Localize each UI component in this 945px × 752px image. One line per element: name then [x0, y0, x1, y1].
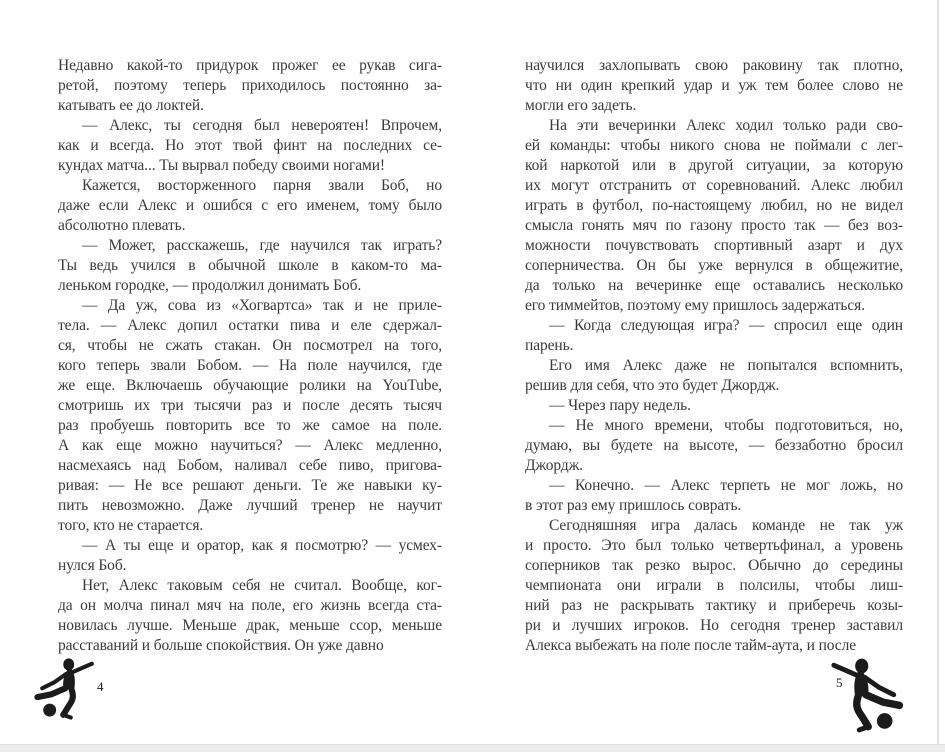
text-line: А как еще можно научиться? — Алекс медленно, [58, 437, 442, 454]
text-line: — А ты еще и оратор, как я посмотрю? — усмех- [82, 537, 442, 554]
text-line: Ты ведь учился в обычной школе в каком-то ма- [58, 257, 442, 274]
text-line: как и всегда. Но этот твой финт на последних се- [58, 137, 442, 154]
text-line: — Когда следующая игра? — спросил еще один [549, 317, 903, 334]
text-line: ний раз не раскрывать тактику и приберечь козы- [525, 597, 903, 614]
text-line: ся, чтобы не сжать стакан. Он посмотрел на того, [58, 337, 442, 354]
text-line: — Не много времени, чтобы подготовиться, но, [549, 417, 903, 434]
text-line: решив для себя, что это будет Джордж. [525, 377, 780, 394]
text-line: тела. — Алекс допил остатки пива и еле сдержал- [58, 317, 442, 334]
text-line: Сегодняшняя игра далась команде не так уж [549, 517, 903, 534]
text-line: да только на вечеринке еще оставались несколько [525, 277, 903, 294]
page-bottom-edge [0, 744, 945, 752]
text-line: даже если Алекс и ошибся с его именем, тому было [58, 197, 442, 214]
text-line: нулся Боб. [58, 557, 127, 574]
page-left-text-block [58, 56, 442, 656]
text-line: Нет, Алекс таковым себя не считал. Вообще, ког- [82, 577, 442, 594]
page-number: 5 [836, 675, 843, 690]
text-line: ри и лучших игроков. Но сегодня тренер заставил [525, 617, 903, 634]
text-line: кой наркотой или в другой ситуации, за которую [525, 157, 903, 174]
text-line: ей команды: чтобы никого снова не поймали с лег- [525, 137, 903, 154]
text-line: и просто. Это был только четвертьфинал, а уровень [525, 537, 903, 554]
text-line: что ни один крепкий удар и уж тем более слово не [525, 77, 903, 94]
text-line: научился захлопывать свою раковину так плотно, [525, 57, 903, 74]
text-line: Его имя Алекс даже не попытался вспомнить, [549, 357, 903, 374]
text-line: расставаний и больше спокойствия. Он уже давно [58, 637, 384, 654]
text-line: соперников так резко вырос. Обычно до середины [525, 557, 903, 574]
text-line: того, кто не старается. [58, 517, 204, 534]
text-line: в этот раз ему пришлось соврать. [525, 497, 742, 514]
text-line: ривая: — Не все решают деньги. Те же навыки ку- [58, 477, 442, 494]
text-line: — Через пару недель. [549, 397, 691, 414]
text-line: чемпионата они играли в полсилы, чтобы лиш- [525, 577, 903, 594]
text-line: их могут отстранить от соревнований. Алекс любил [525, 177, 903, 194]
text-line: кого теперь звали Бобом. — На поле научился, где [58, 357, 442, 374]
text-line: катывать ее до локтей. [58, 97, 204, 114]
text-line: кундах матча... Ты вырвал победу своими ногами! [58, 157, 385, 174]
page-edge-line [937, 0, 939, 744]
text-line: абсолютно плевать. [58, 217, 186, 234]
text-line: — Может, расскажешь, где научился так играть? [82, 237, 442, 254]
soccer-player-mirrored-icon [824, 650, 906, 746]
text-line: Джордж. [525, 457, 583, 474]
text-line: ретой, поэтому теперь приходилось постоянно за- [58, 77, 442, 94]
text-line: да он молча пинал мяч на поле, его жизнь всегда ста- [58, 597, 442, 614]
soccer-player-icon [32, 657, 100, 725]
text-line: новилась лучше. Меньше драк, меньше ссор, меньше [58, 617, 442, 634]
text-line: же еще. Включаешь обучающие ролики на YouTube, [58, 377, 442, 394]
text-line: — Да уж, сова из «Хогвартса» так и не приле- [82, 297, 442, 314]
text-line: можности почувствовать спортивный азарт и дух [525, 237, 903, 254]
text-line: — Конечно. — Алекс терпеть не мог ложь, но [549, 477, 903, 494]
text-line: Недавно какой-то придурок прожег ее рукав сига- [58, 57, 442, 74]
text-line: На эти вечеринки Алекс ходил только ради сво- [549, 117, 903, 134]
page-number: 4 [97, 679, 104, 694]
text-line: его тиммейтов, поэтому ему пришлось задержаться. [525, 297, 865, 314]
text-line: смысла гонять мяч по газону просто так — без воз- [525, 217, 903, 234]
text-line: парень. [525, 337, 574, 354]
text-line: насмехаясь над Бобом, наливал себе пиво, пригова- [58, 457, 442, 474]
text-line: леньком городке, — продолжил донимать Боб. [58, 277, 362, 294]
text-line: Кажется, восторженного парня звали Боб, но [82, 177, 442, 194]
text-line: играть в футбол, по-настоящему любил, но не видел [525, 197, 903, 214]
text-line: — Алекс, ты сегодня был невероятен! Впрочем, [82, 117, 442, 134]
text-line: соперничества. Он бы уже вернулся в общежитие, [525, 257, 903, 274]
text-line: смотришь их три тысячи раз и после десять тысяч [58, 397, 442, 414]
text-line: раз пробуешь повторить все то же самое на поле. [58, 417, 442, 434]
text-line: могли его задеть. [525, 97, 637, 114]
page-right-text-block [525, 56, 903, 656]
text-line: думаю, вы будете на высоте, — беззаботно бросил [525, 437, 903, 454]
text-line: пить невозможно. Даже лучший тренер не научит [58, 497, 442, 514]
text-line: Алекса выбежать на поле после тайм-аута, и после [525, 637, 856, 654]
